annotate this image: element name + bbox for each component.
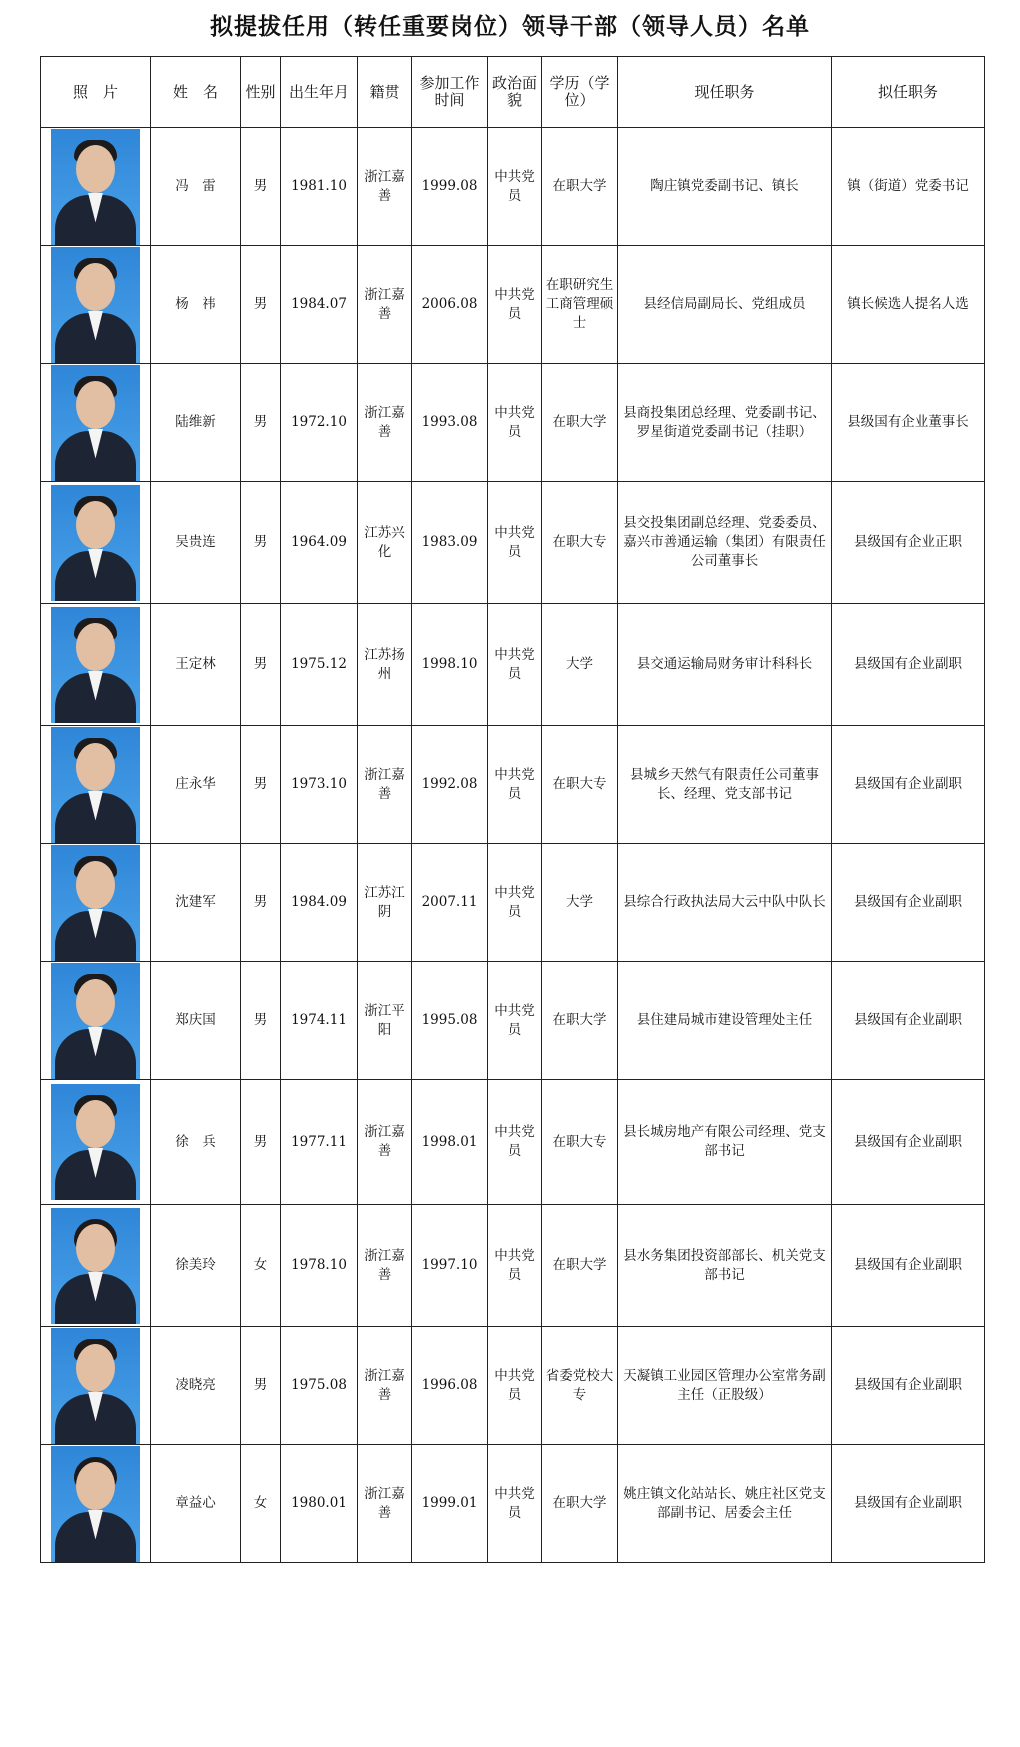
cell-work-start: 1995.08 (412, 962, 488, 1080)
cell-current-position: 县综合行政执法局大云中队中队长 (618, 844, 832, 962)
cell-name: 凌晓亮 (151, 1327, 241, 1445)
cell-current-position: 县住建局城市建设管理处主任 (618, 962, 832, 1080)
cell-name: 徐美玲 (151, 1205, 241, 1327)
header-name: 姓 名 (151, 57, 241, 128)
cell-work-start: 1983.09 (412, 482, 488, 604)
cell-photo (41, 128, 151, 246)
cell-photo (41, 364, 151, 482)
portrait-photo (51, 1084, 140, 1200)
cell-education: 在职大学 (542, 962, 618, 1080)
cell-origin: 江苏扬州 (358, 604, 412, 726)
cell-party: 中共党员 (488, 844, 542, 962)
cell-proposed-position: 县级国有企业副职 (832, 1080, 985, 1205)
cell-education: 在职大学 (542, 128, 618, 246)
cell-proposed-position: 县级国有企业副职 (832, 1205, 985, 1327)
cell-birth: 1975.08 (281, 1327, 358, 1445)
cell-party: 中共党员 (488, 1080, 542, 1205)
cell-party: 中共党员 (488, 128, 542, 246)
portrait-photo (51, 845, 140, 961)
table-row (41, 482, 985, 604)
cell-current-position: 县交通运输局财务审计科科长 (618, 604, 832, 726)
cell-name: 沈建军 (151, 844, 241, 962)
cell-birth: 1978.10 (281, 1205, 358, 1327)
cell-work-start: 1992.08 (412, 726, 488, 844)
cell-origin: 浙江嘉善 (358, 1205, 412, 1327)
cell-education: 在职大专 (542, 482, 618, 604)
cell-current-position: 县水务集团投资部部长、机关党支部书记 (618, 1205, 832, 1327)
cell-work-start: 2006.08 (412, 246, 488, 364)
cell-party: 中共党员 (488, 1445, 542, 1563)
header-row (41, 57, 985, 128)
portrait-photo (51, 727, 140, 843)
cell-current-position: 姚庄镇文化站站长、姚庄社区党支部副书记、居委会主任 (618, 1445, 832, 1563)
cell-education: 在职大学 (542, 1445, 618, 1563)
header-birth: 出生年月 (281, 57, 358, 128)
cell-education: 在职大学 (542, 364, 618, 482)
table-row (41, 962, 985, 1080)
cell-origin: 浙江平阳 (358, 962, 412, 1080)
cell-photo (41, 482, 151, 604)
cell-birth: 1984.09 (281, 844, 358, 962)
header-photo: 照 片 (41, 57, 151, 128)
cell-education: 在职研究生工商管理硕士 (542, 246, 618, 364)
cell-photo (41, 246, 151, 364)
cell-name: 章益心 (151, 1445, 241, 1563)
cell-origin: 浙江嘉善 (358, 128, 412, 246)
cell-origin: 浙江嘉善 (358, 1080, 412, 1205)
cell-party: 中共党员 (488, 962, 542, 1080)
cell-proposed-position: 镇长候选人提名人选 (832, 246, 985, 364)
cell-origin: 浙江嘉善 (358, 1327, 412, 1445)
cell-education: 大学 (542, 604, 618, 726)
cell-photo (41, 1327, 151, 1445)
cell-name: 庄永华 (151, 726, 241, 844)
cell-proposed-position: 县级国有企业副职 (832, 962, 985, 1080)
cell-current-position: 陶庄镇党委副书记、镇长 (618, 128, 832, 246)
cell-gender: 女 (241, 1445, 281, 1563)
cell-name: 吴贵连 (151, 482, 241, 604)
portrait-photo (51, 1208, 140, 1324)
cell-photo (41, 604, 151, 726)
cell-origin: 江苏江阴 (358, 844, 412, 962)
header-education: 学历（学位） (542, 57, 618, 128)
cell-education: 省委党校大专 (542, 1327, 618, 1445)
header-gender: 性别 (241, 57, 281, 128)
cell-photo (41, 726, 151, 844)
roster-body (41, 128, 985, 1563)
cell-gender: 男 (241, 844, 281, 962)
cell-proposed-position: 县级国有企业副职 (832, 844, 985, 962)
cell-photo (41, 1445, 151, 1563)
cell-photo (41, 1080, 151, 1205)
portrait-photo (51, 1446, 140, 1562)
cell-work-start: 2007.11 (412, 844, 488, 962)
cell-party: 中共党员 (488, 726, 542, 844)
header-proposed-position: 拟任职务 (832, 57, 985, 128)
cell-photo (41, 844, 151, 962)
header-current-position: 现任职务 (618, 57, 832, 128)
cell-party: 中共党员 (488, 1327, 542, 1445)
table-row (41, 364, 985, 482)
cell-education: 在职大学 (542, 1205, 618, 1327)
table-row (41, 726, 985, 844)
cell-gender: 男 (241, 246, 281, 364)
cell-party: 中共党员 (488, 482, 542, 604)
cell-name: 郑庆国 (151, 962, 241, 1080)
cell-work-start: 1998.01 (412, 1080, 488, 1205)
table-row (41, 844, 985, 962)
cell-work-start: 1999.08 (412, 128, 488, 246)
table-row (41, 1327, 985, 1445)
cell-birth: 1974.11 (281, 962, 358, 1080)
cell-proposed-position: 县级国有企业副职 (832, 604, 985, 726)
cell-current-position: 县经信局副局长、党组成员 (618, 246, 832, 364)
roster-table (40, 56, 985, 1563)
header-origin: 籍贯 (358, 57, 412, 128)
cell-name: 陆维新 (151, 364, 241, 482)
cell-work-start: 1997.10 (412, 1205, 488, 1327)
cell-gender: 男 (241, 128, 281, 246)
cell-work-start: 1999.01 (412, 1445, 488, 1563)
cell-proposed-position: 县级国有企业副职 (832, 1445, 985, 1563)
portrait-photo (51, 247, 140, 363)
header-work-start: 参加工作时间 (412, 57, 488, 128)
cell-party: 中共党员 (488, 246, 542, 364)
cell-birth: 1977.11 (281, 1080, 358, 1205)
cell-current-position: 县城乡天然气有限责任公司董事长、经理、党支部书记 (618, 726, 832, 844)
cell-gender: 男 (241, 1327, 281, 1445)
cell-current-position: 县商投集团总经理、党委副书记、罗星街道党委副书记（挂职） (618, 364, 832, 482)
cell-birth: 1984.07 (281, 246, 358, 364)
table-row (41, 1080, 985, 1205)
cell-birth: 1964.09 (281, 482, 358, 604)
cell-origin: 浙江嘉善 (358, 1445, 412, 1563)
cell-name: 冯 雷 (151, 128, 241, 246)
page-title: 拟提拔任用（转任重要岗位）领导干部（领导人员）名单 (210, 14, 810, 40)
cell-gender: 男 (241, 962, 281, 1080)
table-row (41, 1205, 985, 1327)
cell-origin: 浙江嘉善 (358, 246, 412, 364)
cell-party: 中共党员 (488, 604, 542, 726)
table-row (41, 1445, 985, 1563)
cell-name: 徐 兵 (151, 1080, 241, 1205)
header-party: 政治面貌 (488, 57, 542, 128)
cell-current-position: 天凝镇工业园区管理办公室常务副主任（正股级） (618, 1327, 832, 1445)
cell-origin: 浙江嘉善 (358, 364, 412, 482)
cell-photo (41, 1205, 151, 1327)
cell-gender: 男 (241, 1080, 281, 1205)
cell-birth: 1975.12 (281, 604, 358, 726)
cell-work-start: 1998.10 (412, 604, 488, 726)
cell-gender: 男 (241, 604, 281, 726)
cell-proposed-position: 县级国有企业副职 (832, 1327, 985, 1445)
cell-birth: 1981.10 (281, 128, 358, 246)
cell-education: 在职大专 (542, 726, 618, 844)
portrait-photo (51, 963, 140, 1079)
cell-proposed-position: 镇（街道）党委书记 (832, 128, 985, 246)
cell-photo (41, 962, 151, 1080)
cell-birth: 1972.10 (281, 364, 358, 482)
cell-work-start: 1993.08 (412, 364, 488, 482)
cell-proposed-position: 县级国有企业正职 (832, 482, 985, 604)
cell-party: 中共党员 (488, 1205, 542, 1327)
cell-origin: 浙江嘉善 (358, 726, 412, 844)
portrait-photo (51, 607, 140, 723)
portrait-photo (51, 129, 140, 245)
cell-gender: 女 (241, 1205, 281, 1327)
cell-education: 大学 (542, 844, 618, 962)
cell-gender: 男 (241, 482, 281, 604)
cell-birth: 1973.10 (281, 726, 358, 844)
cell-name: 杨 祎 (151, 246, 241, 364)
table-row (41, 604, 985, 726)
cell-gender: 男 (241, 726, 281, 844)
portrait-photo (51, 365, 140, 481)
portrait-photo (51, 1328, 140, 1444)
table-row (41, 246, 985, 364)
cell-birth: 1980.01 (281, 1445, 358, 1563)
cell-origin: 江苏兴化 (358, 482, 412, 604)
portrait-photo (51, 485, 140, 601)
cell-party: 中共党员 (488, 364, 542, 482)
cell-proposed-position: 县级国有企业董事长 (832, 364, 985, 482)
cell-current-position: 县长城房地产有限公司经理、党支部书记 (618, 1080, 832, 1205)
cell-current-position: 县交投集团副总经理、党委委员、嘉兴市善通运输（集团）有限责任公司董事长 (618, 482, 832, 604)
cell-gender: 男 (241, 364, 281, 482)
cell-name: 王定林 (151, 604, 241, 726)
cell-work-start: 1996.08 (412, 1327, 488, 1445)
table-row (41, 128, 985, 246)
cell-proposed-position: 县级国有企业副职 (832, 726, 985, 844)
cell-education: 在职大专 (542, 1080, 618, 1205)
